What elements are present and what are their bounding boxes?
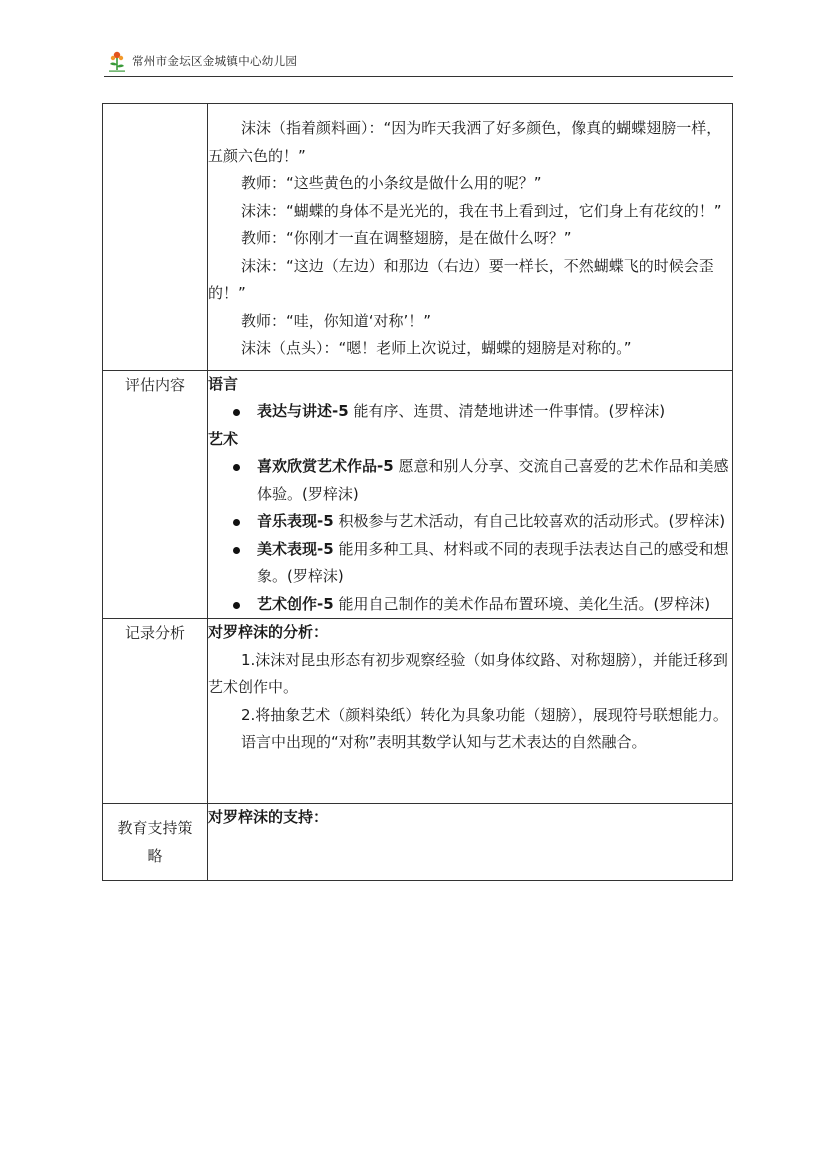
bullet-icon <box>233 547 240 554</box>
analysis-row <box>103 619 733 804</box>
page-header <box>104 50 733 77</box>
art-items <box>208 453 732 618</box>
dialogue-line: 沫沫（点头）：“嗯！老师上次说过，蝴蝶的翅膀是对称的。” <box>241 339 632 357</box>
assessment-item <box>208 591 732 619</box>
dialogue-row <box>103 104 733 371</box>
item-text: 愿意和别人分享、交流自己喜爱的艺术作品和美感体验。(罗梓沫) <box>257 457 729 503</box>
item-name: 喜欢欣赏艺术作品-5 <box>257 457 394 475</box>
support-title: 对罗梓沫的支持： <box>208 807 329 826</box>
domain-title-art: 艺术 <box>208 429 239 448</box>
assessment-item <box>208 453 732 508</box>
bullet-icon <box>233 519 240 526</box>
item-name: 美术表现-5 <box>257 539 334 558</box>
assessment-label: 评估内容 <box>103 370 208 619</box>
observation-record-table <box>102 103 733 881</box>
support-row <box>103 803 733 880</box>
blank-space <box>208 757 732 803</box>
assessment-content <box>208 370 733 619</box>
dialogue-label-cell <box>103 104 208 371</box>
assessment-item <box>208 536 732 591</box>
item-text: 能用自己制作的美术作品布置环境、美化生活。(罗梓沫) <box>333 594 711 613</box>
support-content <box>208 803 733 880</box>
domain-title-language: 语言 <box>208 374 239 393</box>
bullet-icon <box>233 409 240 416</box>
dialogue-line: 教师：“你刚才一直在调整翅膀，是在做什么呀？” <box>241 229 572 247</box>
dialogue-line: 沫沫：“这边（左边）和那边（右边）要一样长，不然蝴蝶飞的时候会歪的！” <box>208 256 714 302</box>
item-name: 表达与讲述-5 <box>257 402 349 420</box>
kindergarten-logo-icon <box>106 50 128 74</box>
dialogue-line: 沫沫（指着颜料画）：“因为昨天我洒了好多颜色，像真的蝴蝶翅膀一样，五颜六色的！” <box>208 119 722 165</box>
analysis-content <box>208 619 733 804</box>
assessment-item <box>208 398 732 426</box>
item-name: 音乐表现-5 <box>257 512 334 530</box>
school-name: 常州市金坛区金城镇中心幼儿园 <box>132 54 298 68</box>
item-text: 能用多种工具、材料或不同的表现手法表达自己的感受和想象。(罗梓沫) <box>257 539 729 585</box>
item-text: 能有序、连贯、清楚地讲述一件事情。(罗梓沫) <box>348 402 666 420</box>
assessment-item <box>208 508 732 536</box>
bullet-icon <box>233 464 240 471</box>
support-label: 教育支持策略 <box>103 803 208 880</box>
item-text: 积极参与艺术活动，有自己比较喜欢的活动形式。(罗梓沫) <box>333 512 726 530</box>
dialogue-content <box>208 104 733 371</box>
dialogue-line: 教师：“这些黄色的小条纹是做什么用的呢？” <box>241 174 542 192</box>
analysis-paragraph: 语言中出现的“对称”表明其数学认知与艺术表达的自然融合。 <box>241 733 647 751</box>
dialogue-line: 沫沫：“蝴蝶的身体不是光光的，我在书上看到过，它们身上有花纹的！” <box>241 201 722 220</box>
bullet-icon <box>233 602 240 609</box>
analysis-paragraph: 1.沫沫对昆虫形态有初步观察经验（如身体纹路、对称翅膀），并能迁移到艺术创作中。 <box>208 650 728 696</box>
analysis-label: 记录分析 <box>103 619 208 804</box>
assessment-row <box>103 370 733 619</box>
language-items <box>208 398 732 426</box>
analysis-title: 对罗梓沫的分析： <box>208 623 329 641</box>
dialogue-line: 教师：“哇，你知道‘对称’！” <box>241 311 432 330</box>
item-name: 艺术创作-5 <box>257 594 334 613</box>
analysis-paragraph: 2.将抽象艺术（颜料染纸）转化为具象功能（翅膀），展现符号联想能力。 <box>241 705 728 724</box>
